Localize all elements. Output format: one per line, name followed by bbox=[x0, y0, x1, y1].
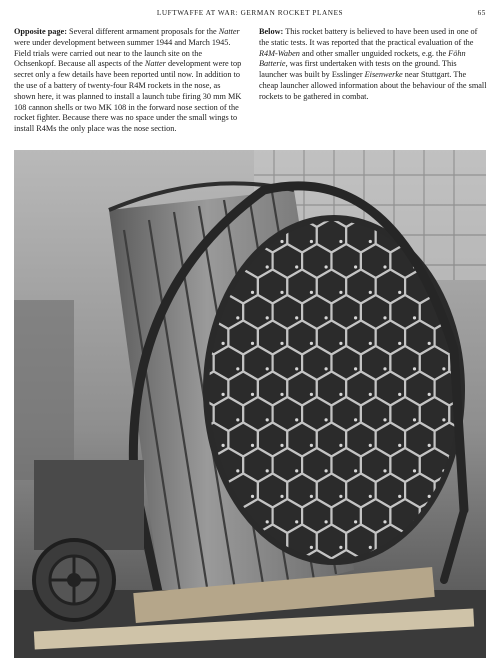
tube-rivet bbox=[369, 444, 372, 447]
tube-rivet bbox=[236, 469, 239, 472]
tube-rivet bbox=[310, 444, 313, 447]
left-caption-text-1: Several different armament proposals for the bbox=[66, 27, 219, 36]
tube-rivet bbox=[236, 316, 239, 319]
tube-rivet bbox=[310, 240, 313, 243]
left-shadow bbox=[14, 300, 74, 480]
tube-rivet bbox=[325, 469, 328, 472]
tube-rivet bbox=[383, 469, 386, 472]
tube-rivet bbox=[339, 546, 342, 549]
page-number: 65 bbox=[477, 9, 486, 17]
tube-rivet bbox=[280, 444, 283, 447]
tube-rivet bbox=[413, 316, 416, 319]
left-caption-lead: Opposite page: bbox=[14, 27, 67, 36]
tube-rivet bbox=[383, 520, 386, 523]
caption-columns bbox=[14, 27, 486, 147]
tube-rivet bbox=[369, 342, 372, 345]
tube-rivet bbox=[222, 444, 225, 447]
right-caption-waben: R4M-Waben bbox=[259, 48, 300, 58]
tube-rivet bbox=[428, 393, 431, 396]
tube-rivet bbox=[398, 495, 401, 498]
left-caption-text-3: development were top secret only a few details have been reported until now. In addition to the use of a battery of twenty-four R4M rockets in the nose, as shown here, it was planned to install a launch tube firing 30 mm MK 108 cannon shells or two MK 108 in the forward nose section of the rocket fighter. Because there was no space under the small wings to install R4Ms the only place was the nose section. bbox=[14, 59, 242, 134]
tube-rivet bbox=[310, 291, 313, 294]
tube-rivet bbox=[266, 469, 269, 472]
tube-rivet bbox=[266, 367, 269, 370]
right-caption-text-1: This rocket battery is believed to have been used in one of the static tests. It was reported that the practical evaluation of the bbox=[259, 27, 478, 47]
tube-rivet bbox=[354, 469, 357, 472]
tube-rivet bbox=[383, 316, 386, 319]
tube-rivet bbox=[413, 367, 416, 370]
right-caption bbox=[259, 27, 487, 103]
tube-rivet bbox=[251, 393, 254, 396]
tube-rivet bbox=[325, 418, 328, 421]
tube-rivet bbox=[310, 393, 313, 396]
tube-rivet bbox=[369, 546, 372, 549]
tube-rivet bbox=[295, 418, 298, 421]
tube-rivet bbox=[310, 546, 313, 549]
tube-rivet bbox=[310, 342, 313, 345]
tube-rivet bbox=[383, 418, 386, 421]
photo-illustration bbox=[14, 150, 486, 658]
tube-rivet bbox=[339, 240, 342, 243]
tube-rivet bbox=[339, 444, 342, 447]
tube-rivet bbox=[251, 291, 254, 294]
tube-rivet bbox=[295, 265, 298, 268]
right-caption-eisenwerke: Eisenwerke bbox=[364, 70, 403, 80]
left-caption-text-2: were under development between summer 1944 and March 1945. Field trials were carried out near to the launch site on the Ochsenkopf. Because all aspects of the bbox=[14, 37, 231, 69]
right-caption-text-2: and other smaller unguided rockets, e.g. the bbox=[299, 48, 449, 58]
tube-rivet bbox=[369, 393, 372, 396]
tube-rivet bbox=[339, 495, 342, 498]
right-caption-lead: Below: bbox=[259, 27, 284, 36]
tube-rivet bbox=[339, 393, 342, 396]
left-caption-natter-2: Natter bbox=[144, 59, 166, 69]
tube-rivet bbox=[266, 316, 269, 319]
tube-rivet bbox=[251, 444, 254, 447]
tube-rivet bbox=[236, 418, 239, 421]
tube-rivet bbox=[413, 418, 416, 421]
tube-rivet bbox=[413, 469, 416, 472]
tube-rivet bbox=[295, 316, 298, 319]
tube-rivet bbox=[280, 495, 283, 498]
tube-rivet bbox=[280, 393, 283, 396]
left-caption-natter-1: Natter bbox=[218, 27, 240, 36]
tube-rivet bbox=[295, 520, 298, 523]
tube-rivet bbox=[369, 240, 372, 243]
tube-rivet bbox=[222, 342, 225, 345]
tube-rivet bbox=[280, 240, 283, 243]
tube-rivet bbox=[251, 495, 254, 498]
tube-rivet bbox=[354, 367, 357, 370]
tube-rivet bbox=[325, 520, 328, 523]
tube-rivet bbox=[428, 444, 431, 447]
tube-rivet bbox=[398, 444, 401, 447]
tube-rivet bbox=[325, 316, 328, 319]
rocket-launcher-photo bbox=[14, 150, 486, 658]
tube-rivet bbox=[442, 367, 445, 370]
tube-rivet bbox=[398, 291, 401, 294]
running-title: LUFTWAFFE AT WAR: GERMAN ROCKET PLANES bbox=[156, 9, 344, 17]
tube-rivet bbox=[325, 367, 328, 370]
tube-rivet bbox=[280, 291, 283, 294]
tube-rivet bbox=[354, 265, 357, 268]
tube-rivet bbox=[236, 367, 239, 370]
left-caption bbox=[14, 27, 244, 135]
tube-rivet bbox=[428, 495, 431, 498]
tube-rivet bbox=[222, 393, 225, 396]
tube-rivet bbox=[369, 291, 372, 294]
tube-rivet bbox=[354, 316, 357, 319]
tube-rivet bbox=[354, 520, 357, 523]
right-caption-text-4: near Stuttgart. The cheap launcher allowed information about the behaviour of the small rockets to be gathered in combat. bbox=[259, 70, 487, 101]
tube-rivet bbox=[339, 342, 342, 345]
tube-rivet bbox=[369, 495, 372, 498]
tube-rivet bbox=[266, 265, 269, 268]
right-caption-text-3: , was first undertaken with tests on the ground. This launcher was built by Esslinger bbox=[259, 59, 457, 80]
tube-rivet bbox=[295, 469, 298, 472]
tube-rivet bbox=[295, 367, 298, 370]
tube-rivet bbox=[266, 520, 269, 523]
tube-rivet bbox=[280, 342, 283, 345]
tube-rivet bbox=[266, 418, 269, 421]
tube-rivet bbox=[428, 342, 431, 345]
tube-rivet bbox=[442, 418, 445, 421]
tube-rivet bbox=[398, 393, 401, 396]
tube-rivet bbox=[383, 367, 386, 370]
tube-rivet bbox=[383, 265, 386, 268]
running-head bbox=[0, 8, 500, 20]
right-caption-fohn: Föhn Batterie bbox=[259, 48, 466, 69]
tube-rivet bbox=[398, 342, 401, 345]
handwheel-icon bbox=[34, 540, 114, 620]
tube-rivet bbox=[339, 291, 342, 294]
tube-rivet bbox=[325, 265, 328, 268]
tube-rivet bbox=[251, 342, 254, 345]
tube-rivet bbox=[310, 495, 313, 498]
tube-rivet bbox=[354, 418, 357, 421]
